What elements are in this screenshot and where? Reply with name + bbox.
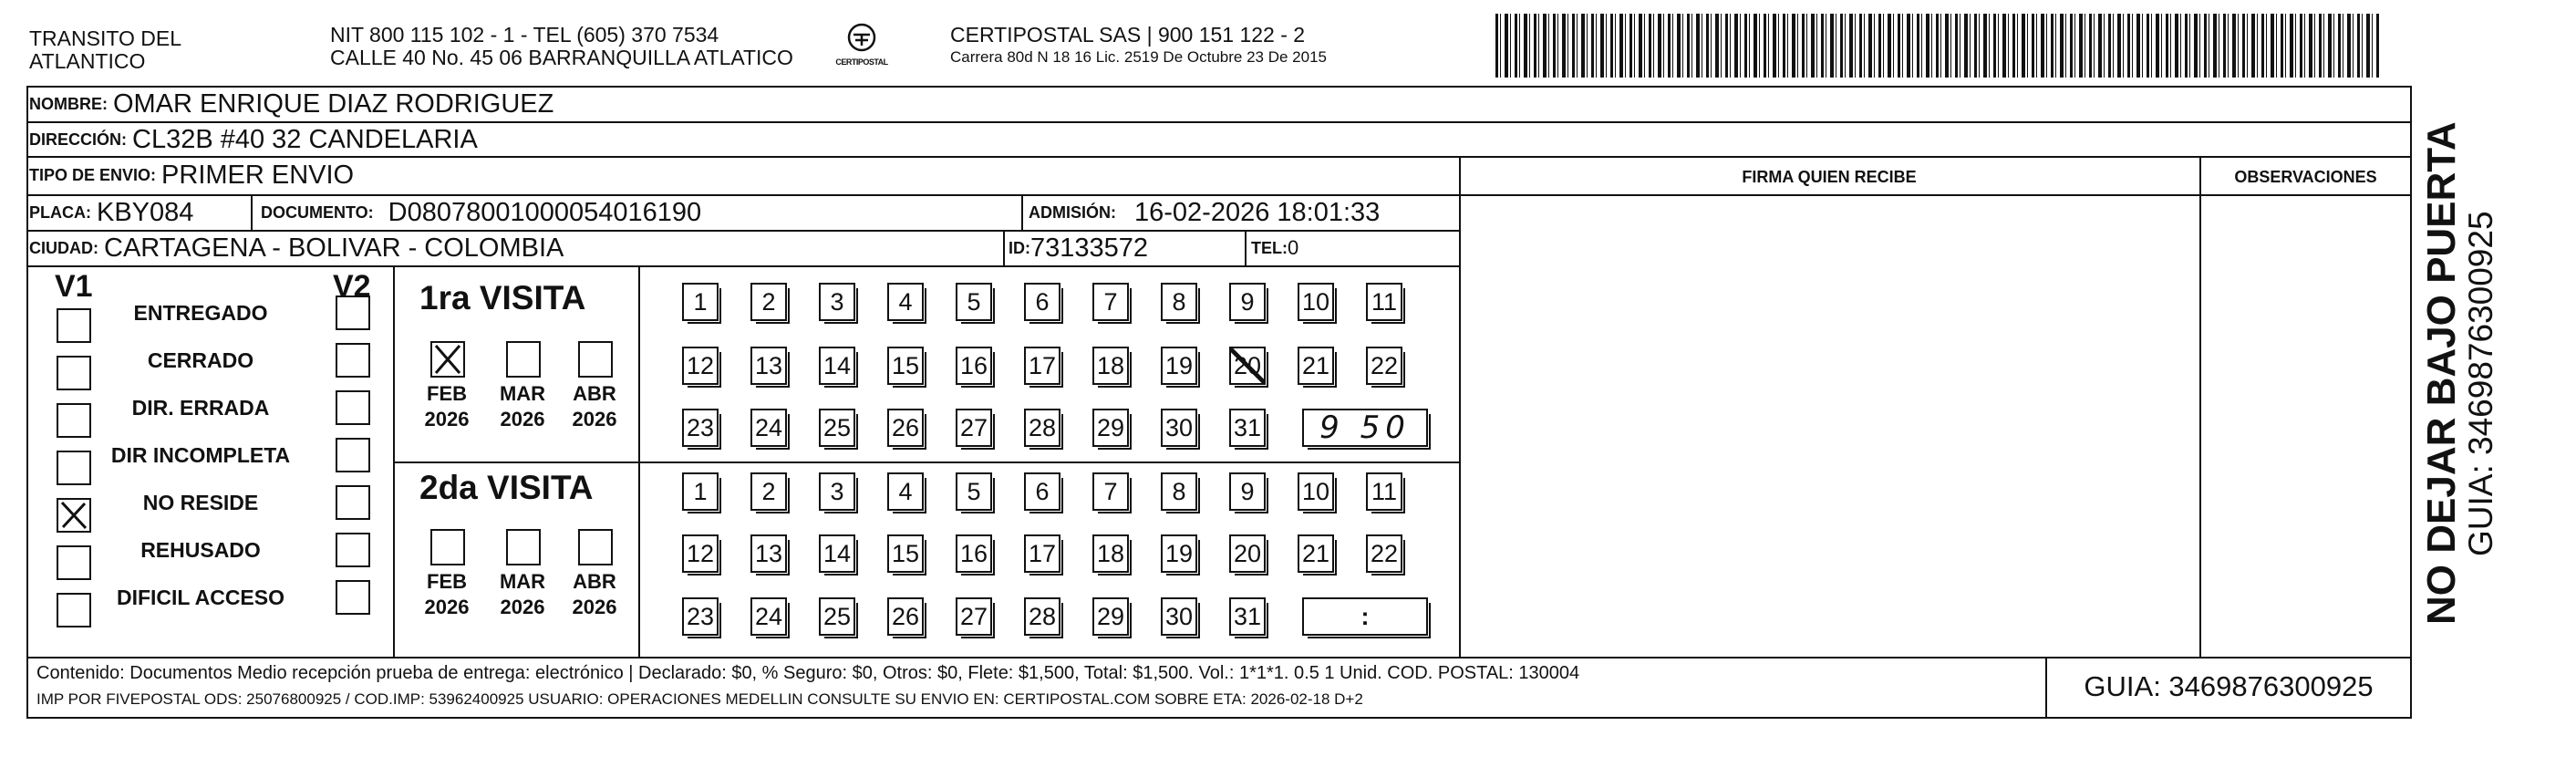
first-visit-month-name: FEB bbox=[427, 382, 467, 405]
first-visit-day[interactable]: 10 bbox=[1298, 283, 1334, 321]
divider bbox=[1245, 230, 1247, 266]
first-visit-day[interactable]: 31 bbox=[1229, 409, 1266, 447]
nombre-label: NOMBRE: bbox=[29, 94, 108, 113]
logo-icon bbox=[843, 22, 880, 53]
issuer-name bbox=[29, 27, 181, 73]
side-warning: NO DEJAR BAJO PUERTA bbox=[2419, 121, 2464, 625]
divider bbox=[251, 194, 253, 231]
first-visit-day[interactable]: 11 bbox=[1366, 283, 1402, 321]
second-visit-day[interactable]: 26 bbox=[887, 597, 924, 636]
first-visit-day[interactable]: 21 bbox=[1298, 347, 1334, 385]
documento-cell bbox=[261, 196, 701, 229]
second-visit-day[interactable]: 29 bbox=[1092, 597, 1129, 636]
first-visit-day[interactable]: 26 bbox=[887, 409, 924, 447]
second-visit-month-year: 2026 bbox=[572, 596, 617, 618]
first-visit-day[interactable]: 2 bbox=[750, 283, 787, 321]
placa-cell bbox=[29, 196, 193, 229]
second-visit-day[interactable]: 23 bbox=[682, 597, 719, 636]
second-visit-day[interactable]: 5 bbox=[956, 472, 992, 511]
first-visit-month-name: MAR bbox=[499, 382, 546, 405]
first-visit-month-checkbox[interactable] bbox=[430, 341, 465, 378]
v2-checkbox[interactable] bbox=[336, 296, 370, 330]
second-visit-day[interactable]: 24 bbox=[750, 597, 787, 636]
second-visit-day[interactable]: 7 bbox=[1092, 472, 1129, 511]
status-label: DIR. ERRADA bbox=[131, 396, 270, 420]
check-mark-icon bbox=[432, 343, 463, 376]
second-visit-day[interactable]: 30 bbox=[1161, 597, 1197, 636]
first-visit-day[interactable]: 24 bbox=[750, 409, 787, 447]
placa-label: PLACA: bbox=[29, 202, 91, 222]
v2-checkbox[interactable] bbox=[336, 390, 370, 425]
first-visit-day[interactable]: 3 bbox=[819, 283, 855, 321]
issuer-contact bbox=[330, 24, 793, 69]
second-visit-day[interactable]: 11 bbox=[1366, 472, 1402, 511]
second-visit-day[interactable]: 1 bbox=[682, 472, 719, 511]
status-label: NO RESIDE bbox=[142, 491, 259, 514]
first-visit-day[interactable]: 23 bbox=[682, 409, 719, 447]
second-visit-day[interactable]: 4 bbox=[887, 472, 924, 511]
first-visit-day[interactable]: 30 bbox=[1161, 409, 1197, 447]
second-visit-day[interactable]: 21 bbox=[1298, 534, 1334, 573]
second-visit-month-year: 2026 bbox=[424, 596, 470, 618]
nit-line: NIT 800 115 102 - 1 - TEL (605) 370 7534 bbox=[330, 23, 719, 47]
second-visit-month-checkbox[interactable] bbox=[506, 529, 541, 565]
firma-label: FIRMA QUIEN RECIBE bbox=[1742, 168, 1917, 186]
first-visit-day[interactable]: 22 bbox=[1366, 347, 1402, 385]
first-visit-day[interactable]: 29 bbox=[1092, 409, 1129, 447]
first-visit-day[interactable]: 9 bbox=[1229, 283, 1266, 321]
second-visit-day[interactable]: 12 bbox=[682, 534, 719, 573]
v2-checkbox[interactable] bbox=[336, 343, 370, 378]
second-visit-month-checkbox[interactable] bbox=[430, 529, 465, 565]
second-visit-day[interactable]: 27 bbox=[956, 597, 992, 636]
v1-header: V1 bbox=[55, 269, 93, 304]
status-label: REHUSADO bbox=[140, 538, 261, 562]
v2-header: V2 bbox=[333, 269, 371, 304]
divider bbox=[2199, 156, 2201, 658]
first-visit-month-checkbox[interactable] bbox=[578, 341, 613, 378]
address-line: CALLE 40 No. 45 06 BARRANQUILLA ATLATICO bbox=[330, 46, 793, 69]
second-visit-day[interactable]: 9 bbox=[1229, 472, 1266, 511]
id-value: 73133572 bbox=[1030, 233, 1149, 263]
certipostal-logo bbox=[834, 22, 889, 77]
second-visit-day[interactable]: 22 bbox=[1366, 534, 1402, 573]
nombre-row bbox=[29, 88, 553, 120]
first-visit-day[interactable]: 13 bbox=[750, 347, 787, 385]
status-label: DIR INCOMPLETA bbox=[110, 443, 291, 467]
observaciones-label: OBSERVACIONES bbox=[2234, 168, 2377, 186]
tel-label: TEL: bbox=[1251, 238, 1288, 257]
issuer-line-1: TRANSITO DEL bbox=[29, 26, 181, 50]
id-cell bbox=[1009, 232, 1148, 264]
nombre-value: OMAR ENRIQUE DIAZ RODRIGUEZ bbox=[113, 88, 554, 119]
tipo-envio-value: PRIMER ENVIO bbox=[161, 160, 355, 190]
id-label: ID: bbox=[1009, 238, 1030, 257]
first-visit-day[interactable]: 14 bbox=[819, 347, 855, 385]
logo-text: CERTIPOSTAL bbox=[835, 57, 888, 67]
first-visit-day[interactable]: 7 bbox=[1092, 283, 1129, 321]
barcode bbox=[1495, 14, 2380, 78]
first-visit-day[interactable]: 28 bbox=[1024, 409, 1060, 447]
status-label: ENTREGADO bbox=[133, 301, 268, 325]
v2-checkbox[interactable] bbox=[336, 580, 370, 615]
admision-value: 16-02-2026 18:01:33 bbox=[1134, 197, 1381, 227]
first-visit-day[interactable]: 8 bbox=[1161, 283, 1197, 321]
second-visit-day[interactable]: 10 bbox=[1298, 472, 1334, 511]
divider bbox=[393, 461, 1460, 463]
first-visit-day[interactable]: 1 bbox=[682, 283, 719, 321]
admision-label: ADMISIÓN: bbox=[1029, 202, 1116, 222]
second-visit-month-name: FEB bbox=[427, 570, 467, 593]
first-visit-month-year: 2026 bbox=[424, 408, 470, 430]
second-visit-day[interactable]: 15 bbox=[887, 534, 924, 573]
first-visit-day[interactable]: 6 bbox=[1024, 283, 1060, 321]
second-visit-day[interactable]: 13 bbox=[750, 534, 787, 573]
second-visit-day[interactable]: 28 bbox=[1024, 597, 1060, 636]
tipo-envio-row bbox=[29, 159, 354, 192]
second-visit-month-year: 2026 bbox=[500, 596, 545, 618]
direccion-label: DIRECCIÓN: bbox=[29, 130, 127, 149]
v2-checkbox[interactable] bbox=[336, 438, 370, 472]
second-visit-day[interactable]: 20 bbox=[1229, 534, 1266, 573]
first-visit-month-year: 2026 bbox=[500, 408, 545, 430]
placa-value: KBY084 bbox=[97, 197, 194, 227]
second-visit-day[interactable]: 3 bbox=[819, 472, 855, 511]
second-visit-title: 2da VISITA bbox=[419, 469, 594, 506]
documento-label: DOCUMENTO: bbox=[261, 202, 374, 222]
footer-imp: IMP POR FIVEPOSTAL ODS: 25076800925 / COD.IMP: 53962400925 USUARIO: OPERACIONES MEDELLIN CONSULTE SU ENVIO EN: CERTIPOSTAL.COM SOBRE ETA: 2026-02-18 D+2 bbox=[36, 690, 1363, 708]
direccion-row bbox=[29, 123, 478, 156]
divider bbox=[1459, 194, 2412, 196]
second-visit-day[interactable]: 2 bbox=[750, 472, 787, 511]
first-visit-day[interactable]: 15 bbox=[887, 347, 924, 385]
first-visit-day[interactable]: 27 bbox=[956, 409, 992, 447]
second-visit-day[interactable]: 18 bbox=[1092, 534, 1129, 573]
second-visit-day[interactable]: 16 bbox=[956, 534, 992, 573]
first-visit-day[interactable]: 20 bbox=[1229, 347, 1266, 385]
second-visit-day[interactable]: 8 bbox=[1161, 472, 1197, 511]
tel-value: 0 bbox=[1288, 236, 1299, 259]
status-label: CERRADO bbox=[147, 348, 254, 372]
documento-value: D08078001000054016190 bbox=[388, 197, 702, 227]
first-visit-day[interactable]: 25 bbox=[819, 409, 855, 447]
first-visit-day[interactable]: 5 bbox=[956, 283, 992, 321]
second-visit-day[interactable]: 14 bbox=[819, 534, 855, 573]
first-visit-day[interactable]: 16 bbox=[956, 347, 992, 385]
direccion-value: CL32B #40 32 CANDELARIA bbox=[132, 124, 478, 154]
first-visit-month-name: ABR bbox=[573, 382, 616, 405]
first-visit-day[interactable]: 12 bbox=[682, 347, 719, 385]
second-visit-time[interactable]: : bbox=[1302, 597, 1428, 636]
issuer-line-2: ATLANTICO bbox=[29, 49, 146, 73]
first-visit-month-checkbox[interactable] bbox=[506, 341, 541, 378]
second-visit-day[interactable]: 31 bbox=[1229, 597, 1266, 636]
divider bbox=[26, 156, 2412, 158]
first-visit-day[interactable]: 18 bbox=[1092, 347, 1129, 385]
side-guia: GUIA: 3469876300925 bbox=[2462, 211, 2499, 556]
second-visit-month-checkbox[interactable] bbox=[578, 529, 613, 565]
second-visit-month-name: ABR bbox=[573, 570, 616, 593]
second-visit-day[interactable]: 19 bbox=[1161, 534, 1197, 573]
status-label: DIFICIL ACCESO bbox=[116, 586, 284, 609]
company-address: Carrera 80d N 18 16 Lic. 2519 De Octubre 23 De 2015 bbox=[950, 48, 1327, 66]
footer-content: Contenido: Documentos Medio recepción prueba de entrega: electrónico | Declarado: $0, % Seguro: $0, Otros: $0, Flete: $1,500, Total: $1,500. Vol.: 1*1*1. 0.5 1 Unid. COD. POSTAL: 130004 bbox=[36, 663, 1580, 683]
first-visit-time[interactable]: 9 50 bbox=[1302, 409, 1428, 447]
company-line: CERTIPOSTAL SAS | 900 151 122 - 2 bbox=[950, 23, 1306, 47]
admision-cell bbox=[1029, 196, 1380, 229]
company-info bbox=[950, 24, 1327, 67]
tel-cell bbox=[1251, 232, 1298, 264]
ciudad-label: CIUDAD: bbox=[29, 238, 98, 257]
first-visit-day[interactable]: 17 bbox=[1024, 347, 1060, 385]
second-visit-day[interactable]: 17 bbox=[1024, 534, 1060, 573]
ciudad-value: CARTAGENA - BOLIVAR - COLOMBIA bbox=[104, 233, 564, 263]
second-visit-day[interactable]: 25 bbox=[819, 597, 855, 636]
ciudad-cell bbox=[29, 232, 564, 264]
divider bbox=[1459, 156, 1461, 658]
first-visit-month-year: 2026 bbox=[572, 408, 617, 430]
divider bbox=[1021, 194, 1023, 231]
first-visit-title: 1ra VISITA bbox=[419, 279, 586, 316]
tipo-envio-label: TIPO DE ENVIO: bbox=[29, 165, 157, 184]
v2-checkbox[interactable] bbox=[336, 533, 370, 567]
first-visit-day[interactable]: 19 bbox=[1161, 347, 1197, 385]
footer-guia: GUIA: 3469876300925 bbox=[2084, 670, 2374, 702]
second-visit-month-name: MAR bbox=[499, 570, 546, 593]
first-visit-day[interactable]: 4 bbox=[887, 283, 924, 321]
divider bbox=[1003, 230, 1005, 266]
second-visit-day[interactable]: 6 bbox=[1024, 472, 1060, 511]
v2-checkbox[interactable] bbox=[336, 485, 370, 520]
